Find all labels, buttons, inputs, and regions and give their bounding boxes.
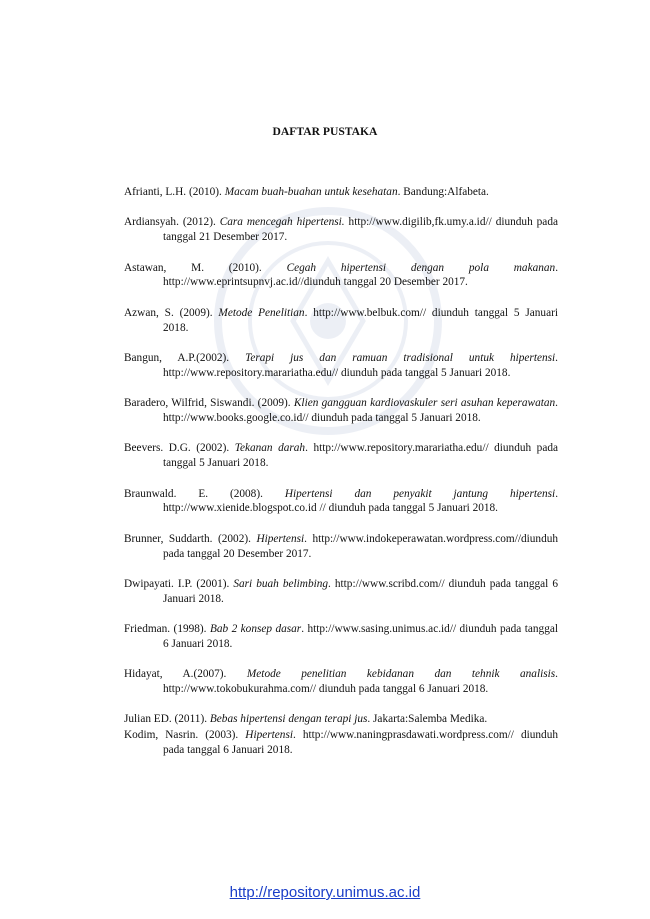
reference-entry: Bangun, A.P.(2002). Terapi jus dan ramuan tradisional untuk hipertensi. http://www.repository.marariatha.edu// diunduh pada tanggal 5 Januari 2018. [124, 351, 558, 379]
reference-entry: Beevers. D.G. (2002). Tekanan darah. http://www.repository.marariatha.edu// diunduh pada tanggal 5 Januari 2018. [124, 442, 559, 470]
reference-entry: Afrianti, L.H. (2010). Macam buah-buahan untuk kesehatan. Bandung:Alfabeta. [124, 186, 489, 198]
reference-entry: Friedman. (1998). Bab 2 konsep dasar. http://www.sasing.unimus.ac.id// diunduh pada tanggal 6 Januari 2018. [124, 623, 558, 650]
reference-list [124, 185, 558, 773]
reference-entry: Brunner, Suddarth. (2002). Hipertensi. http://www.indokeperawatan.wordpress.com//diunduh pada tanggal 20 Desember 2017. [124, 532, 559, 560]
reference-entry: Kodim, Nasrin. (2003). Hipertensi. http://www.naningprasdawati.wordpress.com// diunduh pada tanggal 6 Januari 2018. [124, 729, 559, 757]
reference-entry: Julian ED. (2011). Bebas hipertensi dengan terapi jus. Jakarta:Salemba Medika. [124, 713, 488, 726]
reference-entry: Azwan, S. (2009). Metode Penelitian. http://www.belbuk.com// diunduh tanggal 5 Januari 2018. [124, 306, 558, 334]
reference-entry: Dwipayati. I.P. (2001). Sari buah belimbing. http://www.scribd.com// diunduh pada tanggal 6 Januari 2018. [124, 577, 558, 605]
reference-entry: Ardiansyah. (2012). Cara mencegah hipertensi. http://www.digilib,fk.umy.a.id// diunduh pada tanggal 21 Desember 2017. [124, 216, 558, 244]
reference-entry: Astawan, M. (2010). Cegah hipertensi dengan pola makanan. http://www.eprintsupnvj.ac.id//diunduh tanggal 20 Desember 2017. [124, 261, 559, 289]
reference-entry: Hidayat, A.(2007). Metode penelitian kebidanan dan tehnik analisis. http://www.tokobukurahma.com// diunduh pada tanggal 6 Januari 2018. [124, 668, 558, 696]
page-title: DAFTAR PUSTAKA [272, 125, 378, 138]
reference-entry: Baradero, Wilfrid, Siswandi. (2009). Klien gangguan kardiovaskuler seri asuhan keperawatan. http://www.books.google.co.id// diunduh pada tanggal 5 Januari 2018. [124, 397, 558, 424]
repository-link[interactable]: http://repository.unimus.ac.id [229, 884, 421, 901]
reference-entry: Braunwald. E. (2008). Hipertensi dan penyakit jantung hipertensi. http://www.xienide.blogspot.co.id // diunduh pada tanggal 5 Januari 2018. [124, 487, 559, 515]
